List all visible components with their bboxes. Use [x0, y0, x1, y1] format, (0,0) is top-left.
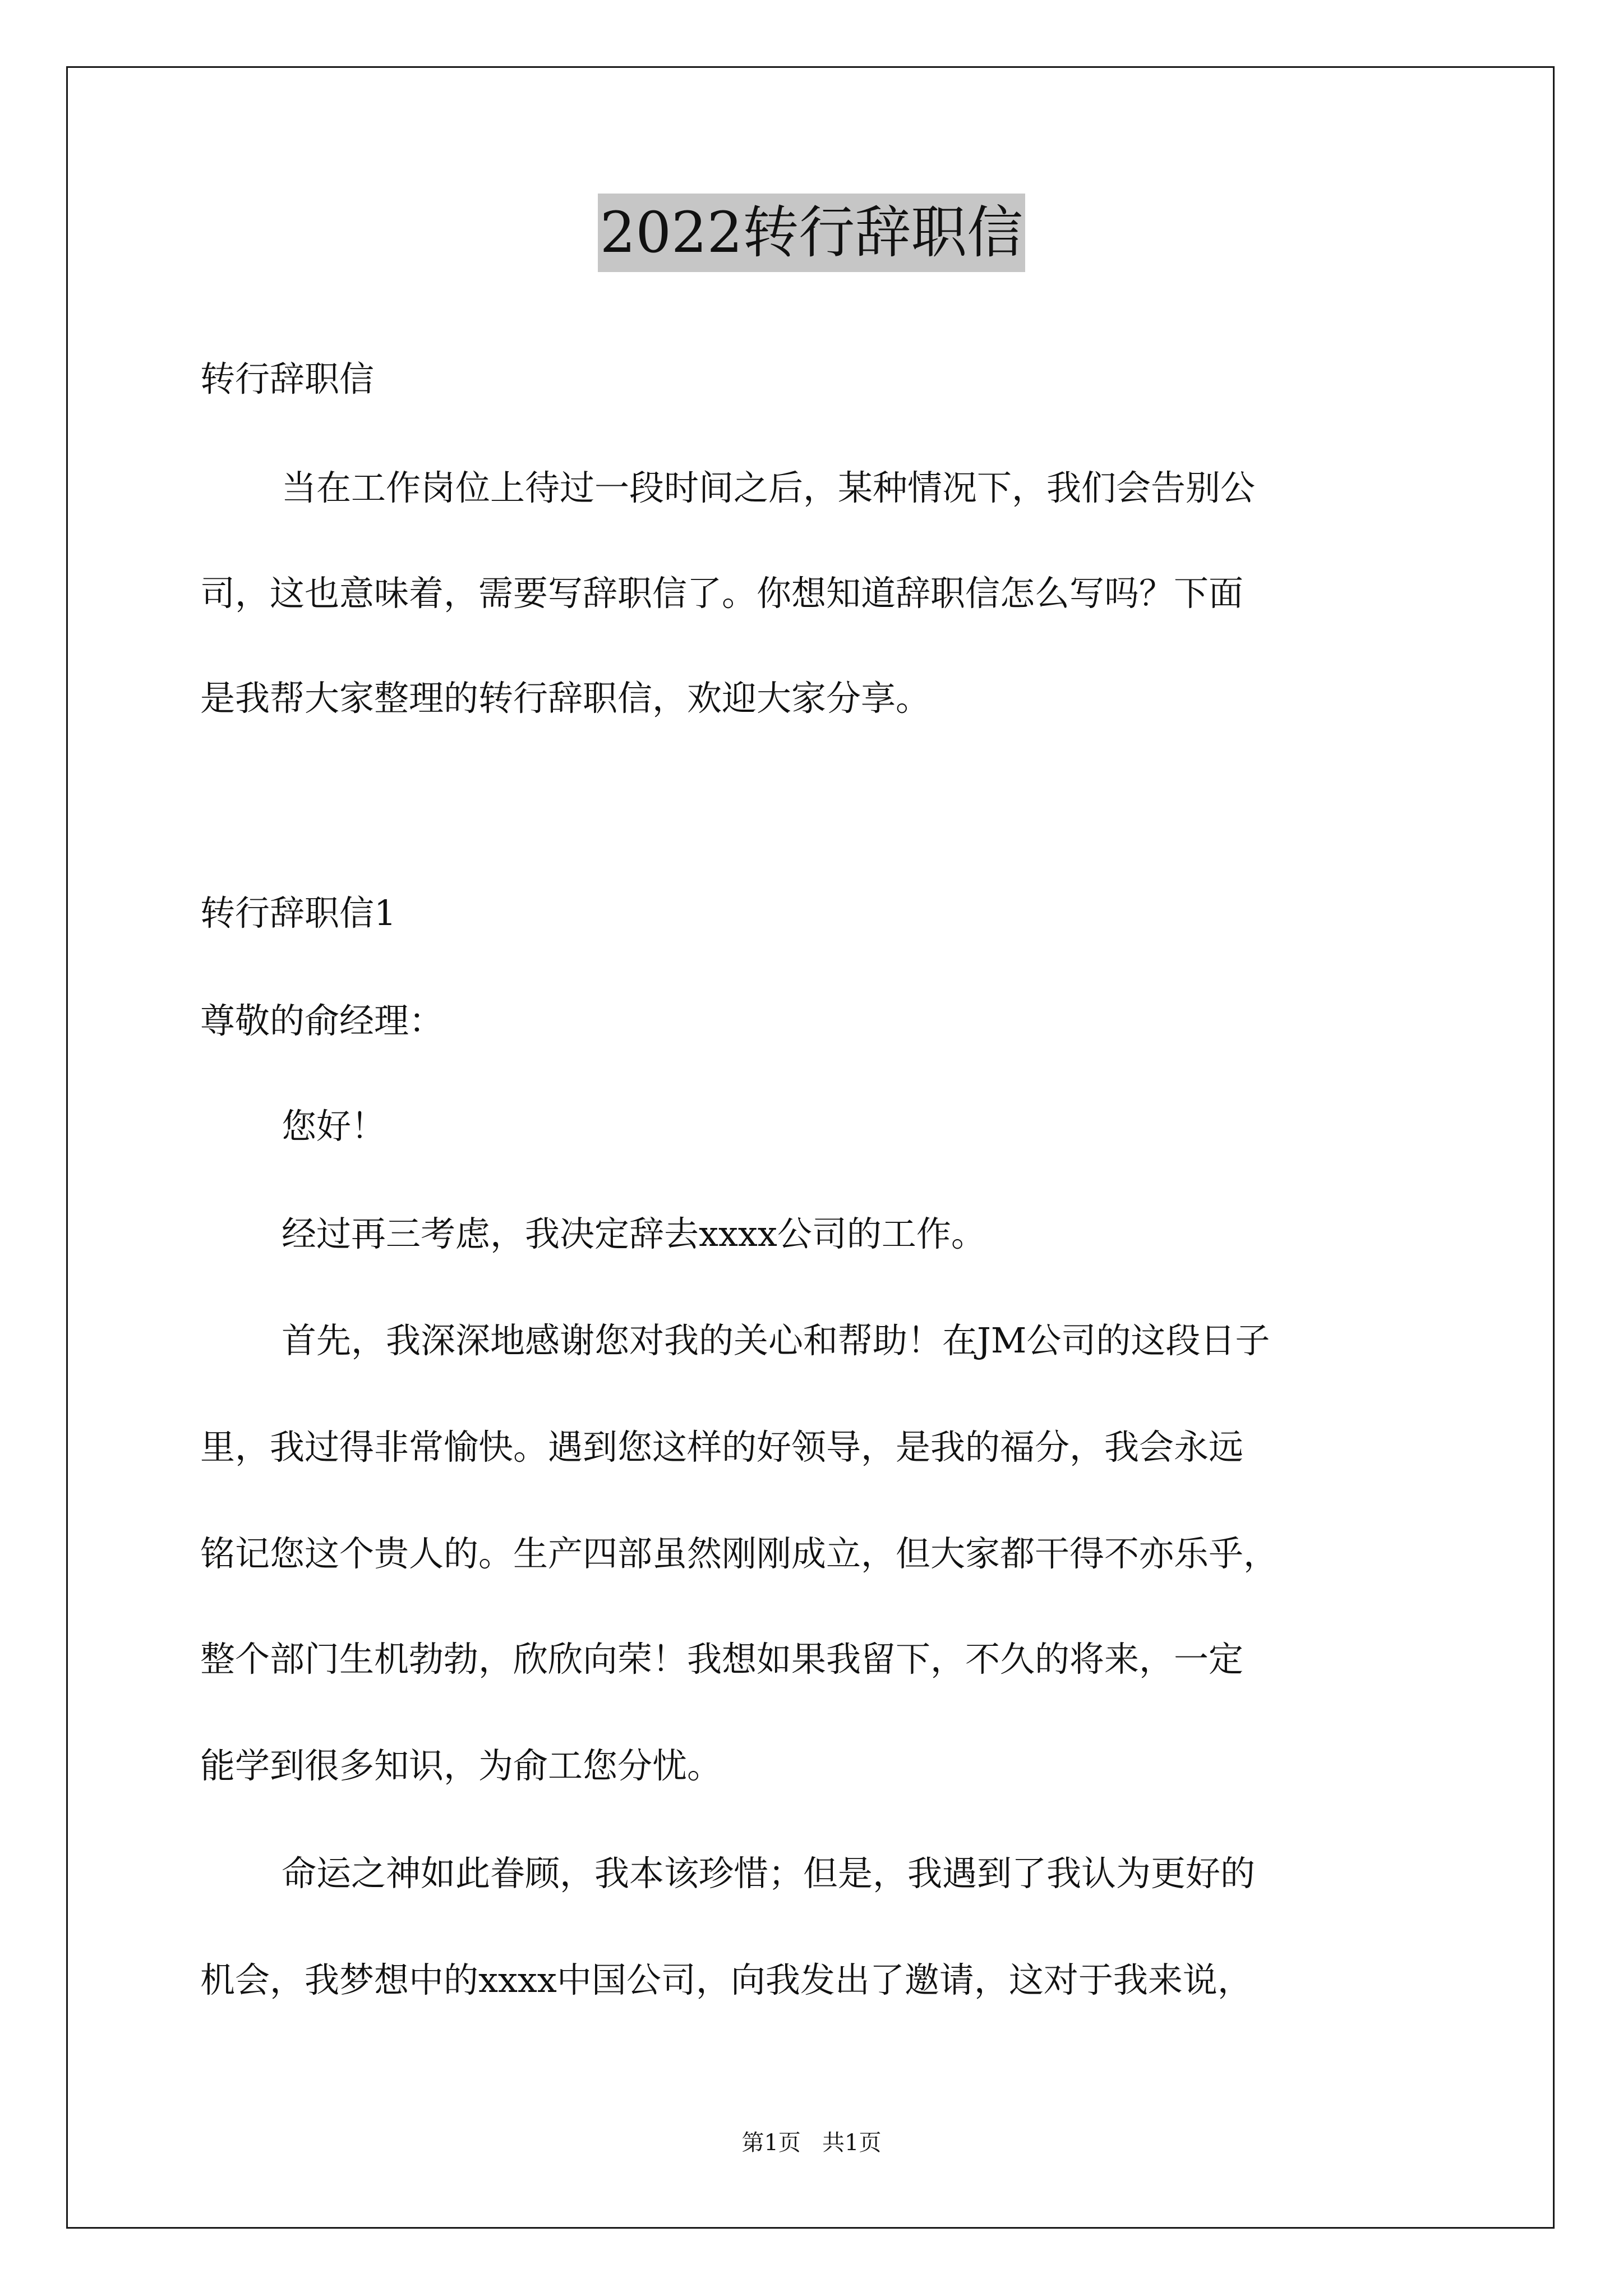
body-line-1: 经过再三考虑，我决定辞去xxxx公司的工作。 [282, 1213, 986, 1254]
document-title [0, 194, 1623, 278]
body-line-2: 首先，我深深地感谢您对我的关心和帮助！在JM公司的这段日子 [282, 1320, 1270, 1361]
intro-line-1: 当在工作岗位上待过一段时间之后，某种情况下，我们会告别公 [282, 467, 1256, 508]
subtitle: 转行辞职信 [200, 358, 375, 399]
body-line-7: 命运之神如此眷顾，我本该珍惜；但是，我遇到了我认为更好的 [282, 1853, 1256, 1894]
body-line-5: 整个部门生机勃勃，欣欣向荣！我想如果我留下，不久的将来，一定 [200, 1639, 1244, 1680]
body-line-4: 铭记您这个贵人的。生产四部虽然刚刚成立，但大家都干得不亦乐乎， [200, 1533, 1279, 1574]
letter-heading: 转行辞职信1 [200, 892, 396, 933]
intro-line-2: 司，这也意味着，需要写辞职信了。你想知道辞职信怎么写吗？下面 [200, 573, 1244, 614]
body-line-6: 能学到很多知识，为俞工您分忧。 [200, 1745, 722, 1786]
document-title-text: 2022转行辞职信 [598, 194, 1026, 272]
salutation: 尊敬的俞经理： [200, 1000, 444, 1041]
body-line-8: 机会，我梦想中的xxxx中国公司，向我发出了邀请，这对于我来说， [200, 1959, 1252, 2000]
page-footer: 第1页 共1页 [741, 2130, 882, 2156]
intro-line-3: 是我帮大家整理的转行辞职信，欢迎大家分享。 [200, 678, 931, 719]
body-line-3: 里，我过得非常愉快。遇到您这样的好领导，是我的福分，我会永远 [200, 1427, 1244, 1467]
greeting: 您好！ [282, 1106, 386, 1147]
